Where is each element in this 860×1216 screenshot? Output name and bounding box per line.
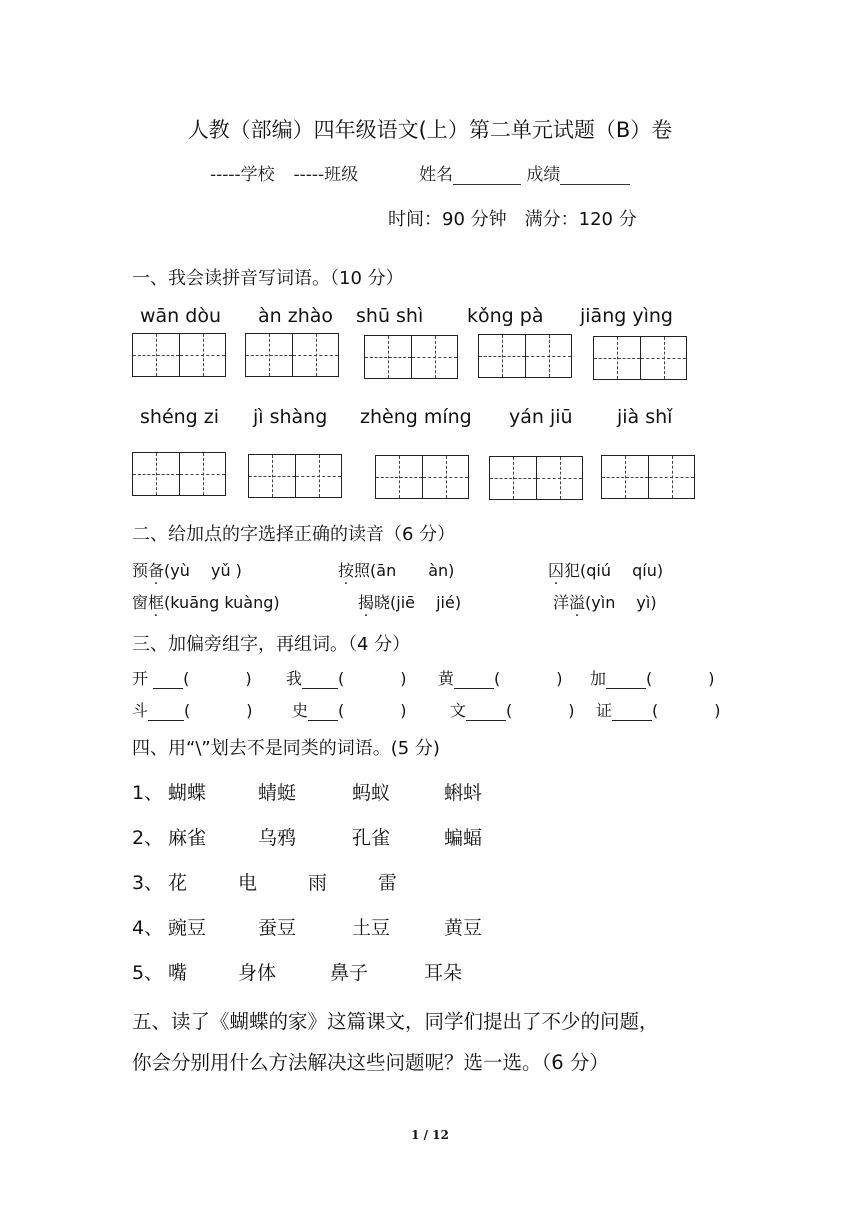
word-group-3: 3、 花 电 雨 雷 [132, 872, 398, 894]
radical-item: 史 ( ) [292, 701, 407, 720]
pinyin-r2-4: yán jiū [509, 406, 573, 428]
dotted-char: 囚 [548, 561, 565, 580]
writing-grid[interactable] [245, 333, 339, 377]
writing-grid[interactable] [132, 452, 226, 496]
pinyin-r1-3: shū shì [356, 305, 424, 327]
writing-grid[interactable] [375, 455, 469, 499]
writing-grid[interactable] [248, 454, 342, 498]
section5-line2: 你会分别用什么方法解决这些问题呢？选一选。（6 分） [132, 1051, 609, 1074]
dotted-char: 溢 [569, 593, 586, 612]
pinyin-r1-1: wān dòu [140, 305, 221, 327]
dotted-char: 框 [148, 593, 165, 612]
name-blank[interactable] [453, 166, 521, 185]
dotted-char: 备 [148, 561, 165, 580]
radical-item: 文 ( ) [450, 701, 575, 720]
word-group-1: 1、 蝴蝶 蜻蜓 蚂蚁 蝌蚪 [132, 782, 483, 804]
radical-item: 斗 ( ) [132, 701, 253, 720]
pinyin-r1-5: jiāng yìng [580, 305, 673, 327]
word-group-2: 2、 麻雀 乌鸦 孔雀 蝙蝠 [132, 827, 483, 849]
score-label: 成绩 [526, 165, 561, 185]
radical-item: 证 ( ) [596, 701, 721, 720]
dotted-char: 揭 [358, 593, 375, 612]
radical-item: 我 ( ) [286, 669, 407, 688]
section5-line1: 五、读了《蝴蝶的家》这篇课文，同学们提出了不少的问题， [132, 1010, 659, 1033]
page-title: 人教（部编）四年级语文(上）第二单元试题（B）卷 [187, 118, 673, 142]
pinyin-r2-3: zhèng míng [360, 406, 472, 428]
pinyin-r1-4: kǒng pà [467, 305, 544, 327]
page-number: 1 / 12 [411, 1128, 449, 1142]
class-label: -----班级 [293, 165, 359, 185]
pinyin-r2-2: jì shàng [253, 406, 328, 428]
writing-grid[interactable] [132, 333, 226, 377]
writing-grid[interactable] [601, 455, 695, 499]
radical-item: 开 ( ) [132, 669, 252, 688]
reading-item: 预备(yù yǔ ) [132, 561, 242, 580]
reading-item: 囚犯(qiú qíu) [548, 561, 664, 580]
reading-item: 揭晓(jiē jié) [358, 593, 462, 612]
score-blank[interactable] [560, 166, 630, 185]
writing-grid[interactable] [593, 336, 687, 380]
radical-item: 黄 ( ) [438, 669, 563, 688]
writing-grid[interactable] [489, 456, 583, 500]
radical-item: 加 ( ) [590, 669, 715, 688]
section1-heading: 一、我会读拼音写词语。（10 分） [132, 268, 404, 289]
word-group-4: 4、 豌豆 蚕豆 土豆 黄豆 [132, 917, 483, 939]
writing-grid[interactable] [478, 334, 572, 378]
student-info-line [210, 160, 630, 185]
reading-item: 洋溢(yìn yì) [553, 593, 657, 612]
section2-heading: 二、给加点的字选择正确的读音（6 分） [132, 524, 456, 545]
school-label: -----学校 [210, 165, 275, 185]
pinyin-r2-5: jià shǐ [617, 406, 673, 428]
time-score-line: 时间：90 分钟 满分：120 分 [388, 209, 637, 230]
section4-heading: 四、用“\”划去不是同类的词语。(5 分) [132, 738, 440, 759]
writing-grid[interactable] [364, 335, 458, 379]
reading-item: 窗框(kuāng kuàng) [132, 593, 280, 612]
reading-item: 按照(ān àn) [338, 561, 455, 580]
dotted-char: 按 [338, 561, 355, 580]
section3-heading: 三、加偏旁组字，再组词。（4 分） [132, 634, 411, 655]
word-group-5: 5、 嘴 身体 鼻子 耳朵 [132, 962, 463, 984]
pinyin-r1-2: àn zhào [258, 305, 334, 327]
name-label: 姓名 [418, 165, 453, 185]
pinyin-r2-1: shéng zi [140, 406, 220, 428]
